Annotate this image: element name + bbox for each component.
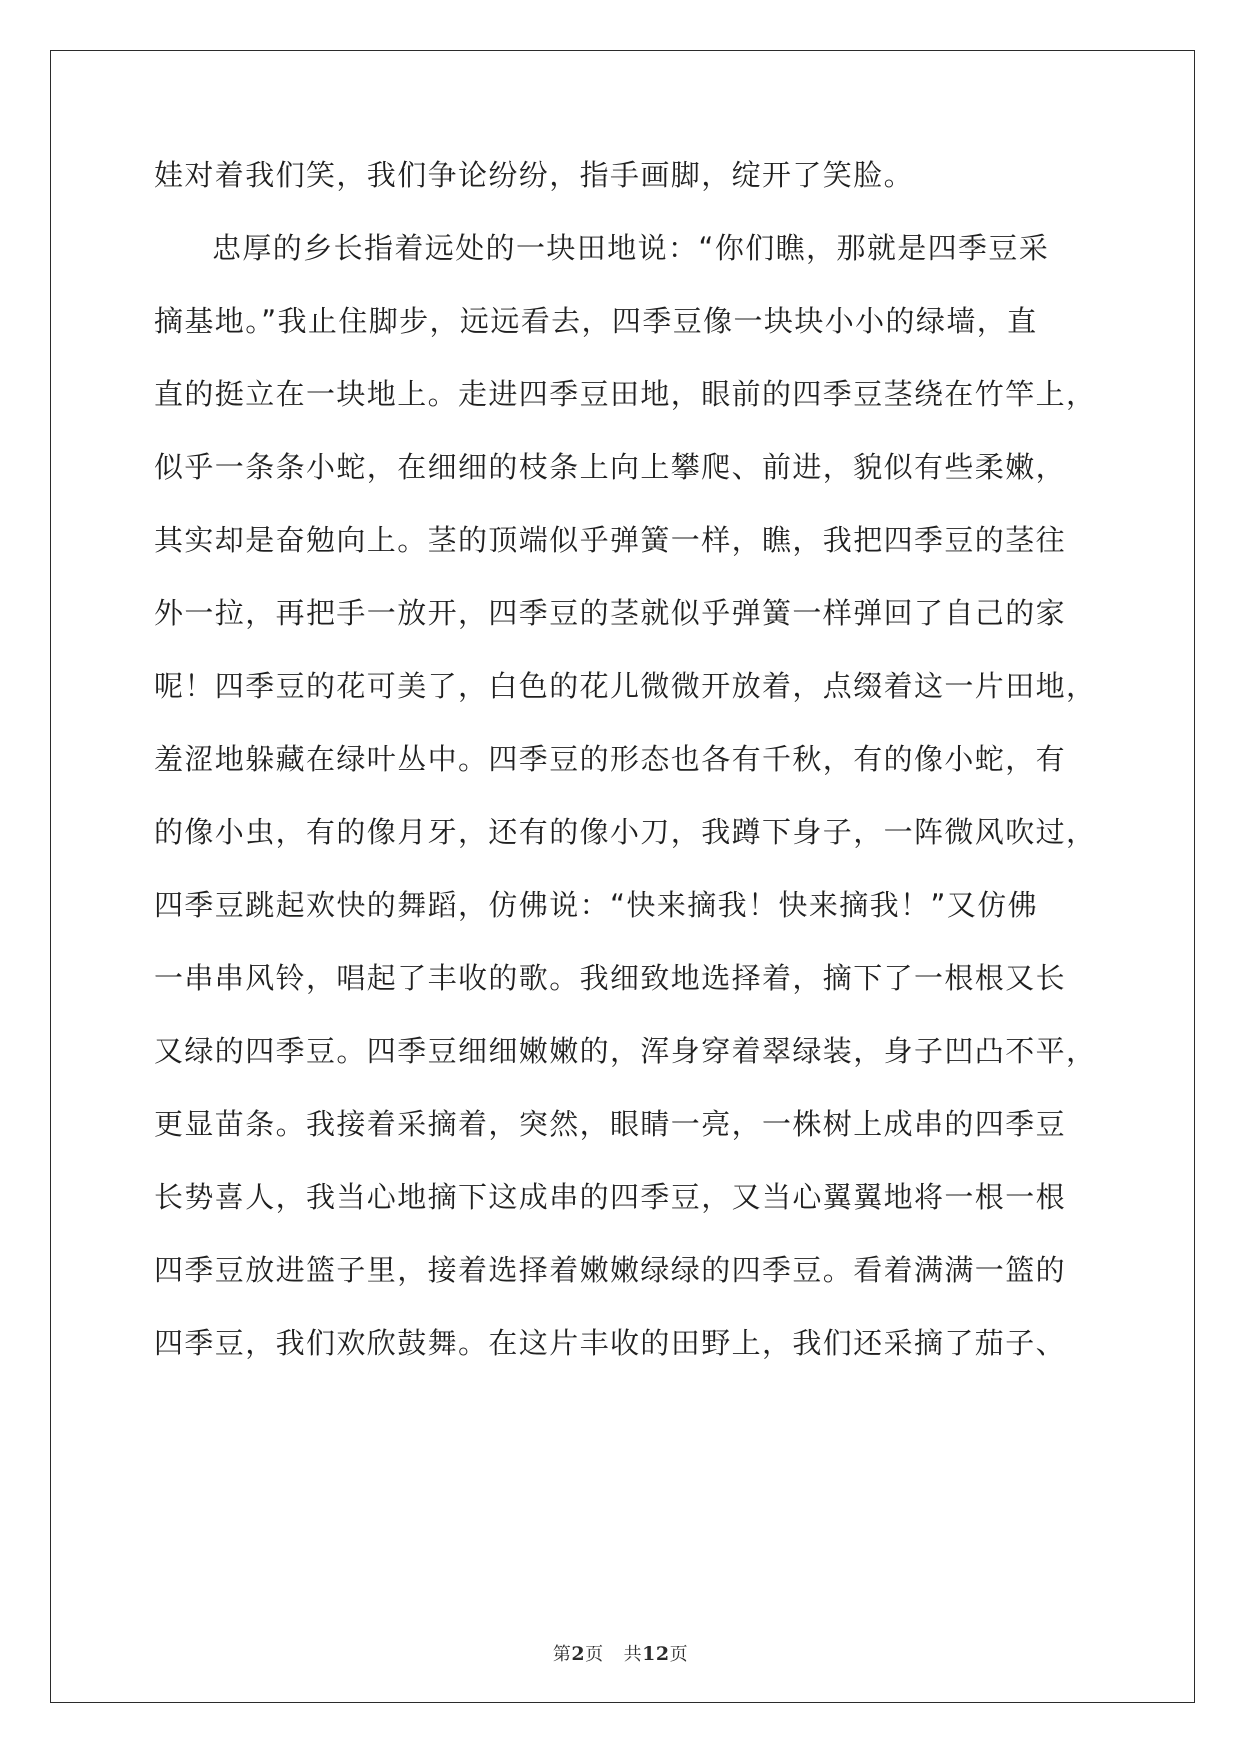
text-line: 又绿的四季豆。四季豆细细嫩嫩的，浑身穿着翠绿装，身子凹凸不平， xyxy=(154,1034,1097,1068)
text-line: 其实却是奋勉向上。茎的顶端似乎弹簧一样，瞧，我把四季豆的茎往 xyxy=(154,523,1067,557)
text-line: 呢！四季豆的花可美了，白色的花儿微微开放着，点缀着这一片田地， xyxy=(154,669,1097,703)
text-line: 似乎一条条小蛇，在细细的枝条上向上攀爬、前进，貌似有些柔嫩， xyxy=(154,450,1067,484)
page-label-prefix: 第 xyxy=(552,1644,572,1665)
total-label-suffix: 页 xyxy=(669,1644,689,1665)
text-line: 四季豆，我们欢欣鼓舞。在这片丰收的田野上，我们还采摘了茄子、 xyxy=(154,1326,1067,1360)
text-line: 四季豆跳起欢快的舞蹈，仿佛说：“快来摘我！快来摘我！”又仿佛 xyxy=(154,888,1039,922)
text-line: 忠厚的乡长指着远处的一块田地说：“你们瞧，那就是四季豆采 xyxy=(212,231,1050,265)
text-line: 长势喜人，我当心地摘下这成串的四季豆，又当心翼翼地将一根一根 xyxy=(154,1180,1067,1214)
text-line: 摘基地。”我止住脚步，远远看去，四季豆像一块块小小的绿墙，直 xyxy=(154,304,1038,338)
text-line: 一串串风铃，唱起了丰收的歌。我细致地选择着，摘下了一根根又长 xyxy=(154,961,1067,995)
text-line: 直的挺立在一块地上。走进四季豆田地，眼前的四季豆茎绕在竹竿上， xyxy=(154,377,1097,411)
total-label-prefix: 共 xyxy=(623,1644,643,1665)
text-line: 外一拉，再把手一放开，四季豆的茎就似乎弹簧一样弹回了自己的家 xyxy=(154,596,1067,630)
total-pages: 12 xyxy=(642,1643,670,1665)
text-line: 四季豆放进篮子里，接着选择着嫩嫩绿绿的四季豆。看着满满一篮的 xyxy=(154,1253,1067,1287)
page-footer xyxy=(0,1640,1241,1666)
text-line: 娃对着我们笑，我们争论纷纷，指手画脚，绽开了笑脸。 xyxy=(154,158,915,192)
page-label-suffix: 页 xyxy=(585,1644,604,1665)
page-border xyxy=(50,50,1195,1703)
text-line: 羞涩地躲藏在绿叶丛中。四季豆的形态也各有千秋，有的像小蛇，有 xyxy=(154,742,1067,776)
page-number: 2 xyxy=(571,1643,586,1665)
text-line: 的像小虫，有的像月牙，还有的像小刀，我蹲下身子，一阵微风吹过， xyxy=(154,815,1097,849)
text-line: 更显苗条。我接着采摘着，突然，眼睛一亮，一株树上成串的四季豆 xyxy=(154,1107,1067,1141)
